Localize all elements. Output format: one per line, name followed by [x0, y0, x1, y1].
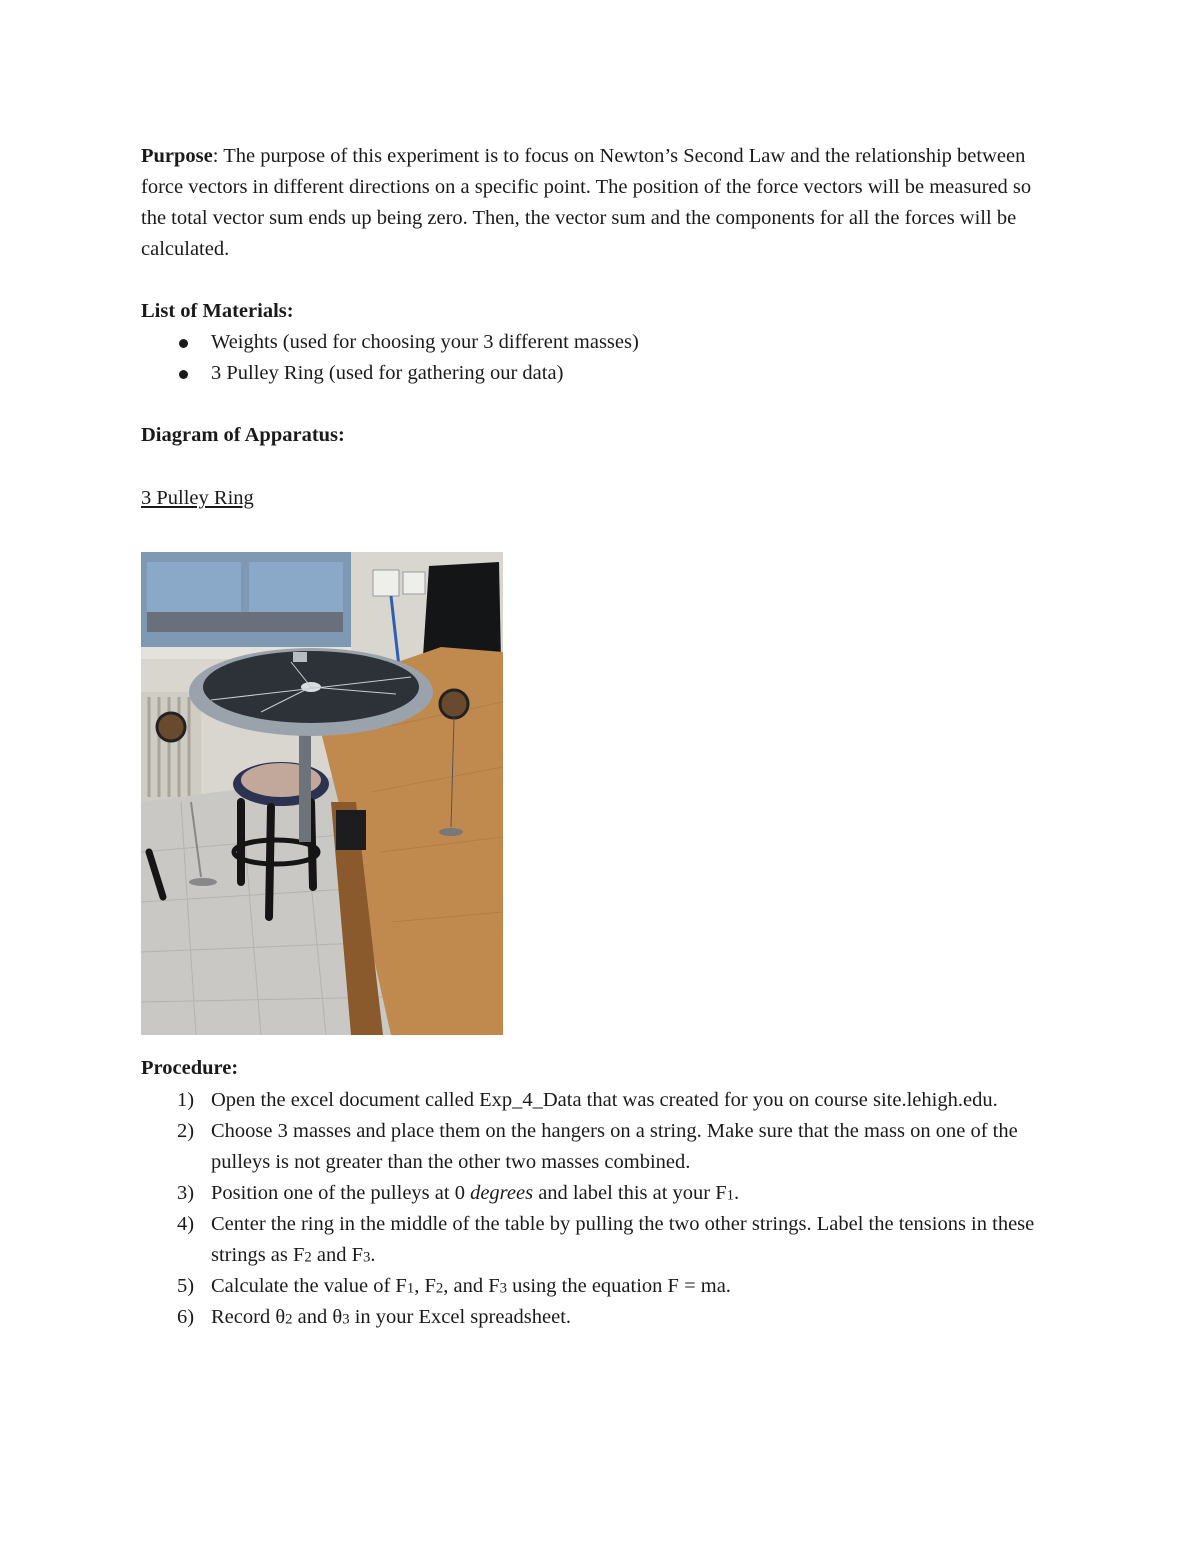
- purpose-text: : The purpose of this experiment is to focus on Newton’s Second Law and the relationship between force vectors in different directions on a specific point. The position of the force vectors will be measured so the total vector sum ends up being zero. Then, the vector sum and the components for all the forces will be calculated.: [141, 145, 1032, 260]
- list-item: 3 Pulley Ring (used for gathering our data): [141, 358, 639, 389]
- diagram-heading: Diagram of Apparatus:: [141, 424, 345, 446]
- bullet-icon: [179, 339, 188, 348]
- list-item: Weights (used for choosing your 3 different masses): [141, 327, 639, 358]
- step-number: 6): [177, 1306, 195, 1328]
- list-item: 2) Choose 3 masses and place them on the hangers on a string. Make sure that the mass on one of the pulleys is not greater than the other two masses combined.: [141, 1116, 1061, 1178]
- procedure-heading: Procedure:: [141, 1057, 239, 1079]
- purpose-paragraph: [141, 141, 1061, 265]
- step-number: 4): [177, 1213, 195, 1235]
- materials-list: [141, 327, 639, 389]
- list-item: 5) Calculate the value of $F_1$, $F_2$, and $F_3$ using the equation F = ma.: [141, 1271, 1061, 1302]
- materials-heading: List of Materials:: [141, 300, 294, 322]
- step-number: 3): [177, 1182, 195, 1204]
- list-item: 1) Open the excel document called Exp_4_Data that was created for you on course site.lehigh.edu.: [141, 1085, 1061, 1116]
- purpose-label: Purpose: [141, 145, 213, 167]
- step-number: 1): [177, 1089, 195, 1111]
- step-number: 2): [177, 1120, 195, 1142]
- list-item: 4) Center the ring in the middle of the table by pulling the two other strings. Label the tensions in these strings as $F_2$ and $F_3$.: [141, 1209, 1061, 1271]
- step-number: 5): [177, 1275, 195, 1297]
- bullet-icon: [179, 370, 188, 379]
- procedure-list: [141, 1085, 1061, 1333]
- list-item: 3) Position one of the pulleys at 0 degrees and label this at your $F_1$.: [141, 1178, 1061, 1209]
- diagram-subheading: 3 Pulley Ring: [141, 487, 254, 509]
- list-item: 6) Record $\theta_2$ and $\theta_3$ in your Excel spreadsheet.: [141, 1302, 1061, 1333]
- apparatus-photo: [141, 552, 503, 1035]
